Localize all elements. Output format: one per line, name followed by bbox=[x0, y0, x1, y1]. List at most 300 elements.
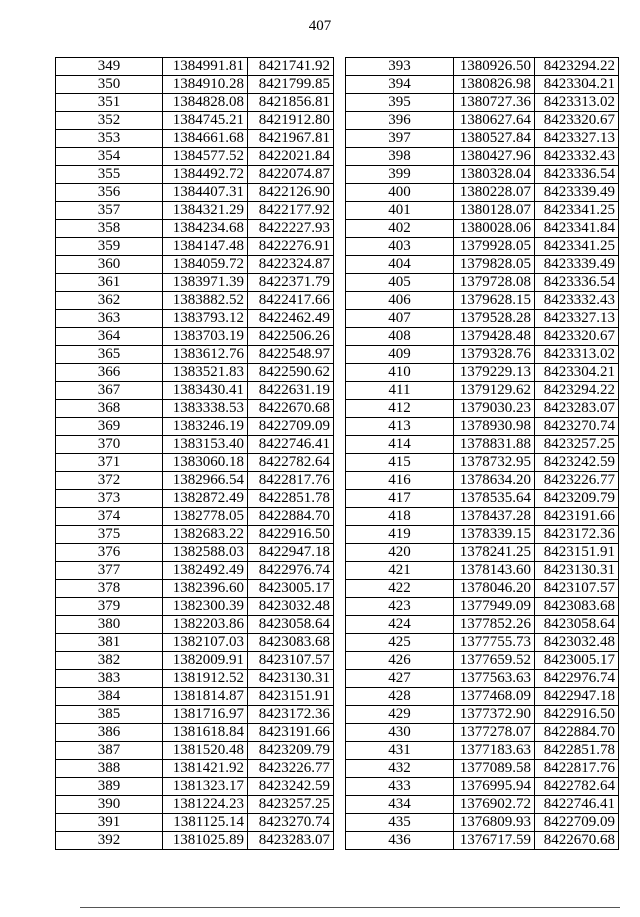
point-number-cell: 420 bbox=[346, 544, 454, 562]
point-number-cell: 411 bbox=[346, 382, 454, 400]
x-coordinate-cell: 1378046.20 bbox=[454, 580, 535, 598]
table-row bbox=[346, 760, 619, 778]
point-number-cell: 412 bbox=[346, 400, 454, 418]
y-coordinate-cell: 8422417.66 bbox=[248, 292, 334, 310]
table-row bbox=[56, 76, 334, 94]
point-number-cell: 392 bbox=[56, 832, 163, 850]
point-number-cell: 423 bbox=[346, 598, 454, 616]
point-number-cell: 356 bbox=[56, 184, 163, 202]
table-row bbox=[346, 76, 619, 94]
x-coordinate-cell: 1381716.97 bbox=[163, 706, 248, 724]
point-number-cell: 405 bbox=[346, 274, 454, 292]
table-row bbox=[346, 832, 619, 850]
table-row bbox=[56, 724, 334, 742]
point-number-cell: 433 bbox=[346, 778, 454, 796]
y-coordinate-cell: 8423083.68 bbox=[248, 634, 334, 652]
y-coordinate-cell: 8422947.18 bbox=[248, 544, 334, 562]
point-number-cell: 427 bbox=[346, 670, 454, 688]
y-coordinate-cell: 8422851.78 bbox=[535, 742, 619, 760]
point-number-cell: 351 bbox=[56, 94, 163, 112]
y-coordinate-cell: 8423332.43 bbox=[535, 292, 619, 310]
x-coordinate-cell: 1384745.21 bbox=[163, 112, 248, 130]
point-number-cell: 425 bbox=[346, 634, 454, 652]
x-coordinate-cell: 1377755.73 bbox=[454, 634, 535, 652]
table-row bbox=[56, 292, 334, 310]
table-row bbox=[346, 94, 619, 112]
x-coordinate-cell: 1376995.94 bbox=[454, 778, 535, 796]
x-coordinate-cell: 1380826.98 bbox=[454, 76, 535, 94]
x-coordinate-cell: 1383793.12 bbox=[163, 310, 248, 328]
x-coordinate-cell: 1383060.18 bbox=[163, 454, 248, 472]
x-coordinate-cell: 1380028.06 bbox=[454, 220, 535, 238]
y-coordinate-cell: 8422817.76 bbox=[248, 472, 334, 490]
y-coordinate-cell: 8421799.85 bbox=[248, 76, 334, 94]
x-coordinate-cell: 1381421.92 bbox=[163, 760, 248, 778]
y-coordinate-cell: 8422631.19 bbox=[248, 382, 334, 400]
x-coordinate-cell: 1380627.64 bbox=[454, 112, 535, 130]
table-row bbox=[346, 436, 619, 454]
table-row bbox=[346, 472, 619, 490]
y-coordinate-cell: 8423191.66 bbox=[535, 508, 619, 526]
point-number-cell: 365 bbox=[56, 346, 163, 364]
point-number-cell: 429 bbox=[346, 706, 454, 724]
point-number-cell: 398 bbox=[346, 148, 454, 166]
table-row bbox=[56, 328, 334, 346]
point-number-cell: 406 bbox=[346, 292, 454, 310]
x-coordinate-cell: 1378831.88 bbox=[454, 436, 535, 454]
x-coordinate-cell: 1380727.36 bbox=[454, 94, 535, 112]
table-row bbox=[56, 832, 334, 850]
y-coordinate-cell: 8423130.31 bbox=[248, 670, 334, 688]
point-number-cell: 435 bbox=[346, 814, 454, 832]
y-coordinate-cell: 8422670.68 bbox=[535, 832, 619, 850]
table-row bbox=[346, 490, 619, 508]
table-row bbox=[346, 328, 619, 346]
table-row bbox=[56, 742, 334, 760]
point-number-cell: 414 bbox=[346, 436, 454, 454]
bottom-rule bbox=[80, 907, 620, 908]
y-coordinate-cell: 8423341.25 bbox=[535, 202, 619, 220]
point-number-cell: 397 bbox=[346, 130, 454, 148]
point-number-cell: 400 bbox=[346, 184, 454, 202]
y-coordinate-cell: 8423327.13 bbox=[535, 310, 619, 328]
table-row bbox=[346, 742, 619, 760]
y-coordinate-cell: 8422976.74 bbox=[248, 562, 334, 580]
y-coordinate-cell: 8422548.97 bbox=[248, 346, 334, 364]
point-number-cell: 364 bbox=[56, 328, 163, 346]
y-coordinate-cell: 8422746.41 bbox=[535, 796, 619, 814]
x-coordinate-cell: 1379428.48 bbox=[454, 328, 535, 346]
y-coordinate-cell: 8422177.92 bbox=[248, 202, 334, 220]
y-coordinate-cell: 8423130.31 bbox=[535, 562, 619, 580]
table-row bbox=[56, 274, 334, 292]
y-coordinate-cell: 8423336.54 bbox=[535, 274, 619, 292]
table-row bbox=[346, 688, 619, 706]
table-row bbox=[346, 274, 619, 292]
table-row bbox=[346, 454, 619, 472]
x-coordinate-cell: 1383430.41 bbox=[163, 382, 248, 400]
point-number-cell: 373 bbox=[56, 490, 163, 508]
table-row bbox=[56, 58, 334, 76]
y-coordinate-cell: 8422884.70 bbox=[248, 508, 334, 526]
point-number-cell: 391 bbox=[56, 814, 163, 832]
point-number-cell: 361 bbox=[56, 274, 163, 292]
x-coordinate-cell: 1377949.09 bbox=[454, 598, 535, 616]
y-coordinate-cell: 8423032.48 bbox=[248, 598, 334, 616]
y-coordinate-cell: 8423339.49 bbox=[535, 184, 619, 202]
table-row bbox=[56, 580, 334, 598]
x-coordinate-cell: 1382300.39 bbox=[163, 598, 248, 616]
table-row bbox=[56, 202, 334, 220]
table-row bbox=[56, 418, 334, 436]
y-coordinate-cell: 8422976.74 bbox=[535, 670, 619, 688]
point-number-cell: 407 bbox=[346, 310, 454, 328]
point-number-cell: 376 bbox=[56, 544, 163, 562]
point-number-cell: 419 bbox=[346, 526, 454, 544]
x-coordinate-cell: 1382396.60 bbox=[163, 580, 248, 598]
point-number-cell: 394 bbox=[346, 76, 454, 94]
x-coordinate-cell: 1380328.04 bbox=[454, 166, 535, 184]
y-coordinate-cell: 8423320.67 bbox=[535, 112, 619, 130]
y-coordinate-cell: 8422782.64 bbox=[248, 454, 334, 472]
x-coordinate-cell: 1381618.84 bbox=[163, 724, 248, 742]
table-row bbox=[346, 526, 619, 544]
x-coordinate-cell: 1378241.25 bbox=[454, 544, 535, 562]
x-coordinate-cell: 1383703.19 bbox=[163, 328, 248, 346]
x-coordinate-cell: 1382107.03 bbox=[163, 634, 248, 652]
x-coordinate-cell: 1384147.48 bbox=[163, 238, 248, 256]
point-number-cell: 416 bbox=[346, 472, 454, 490]
y-coordinate-cell: 8423294.22 bbox=[535, 382, 619, 400]
x-coordinate-cell: 1384991.81 bbox=[163, 58, 248, 76]
table-row bbox=[56, 256, 334, 274]
x-coordinate-cell: 1381520.48 bbox=[163, 742, 248, 760]
x-coordinate-cell: 1384492.72 bbox=[163, 166, 248, 184]
table-row bbox=[346, 652, 619, 670]
y-coordinate-cell: 8423107.57 bbox=[535, 580, 619, 598]
point-number-cell: 366 bbox=[56, 364, 163, 382]
point-number-cell: 379 bbox=[56, 598, 163, 616]
table-row bbox=[346, 166, 619, 184]
table-row bbox=[56, 670, 334, 688]
table-row bbox=[56, 598, 334, 616]
x-coordinate-cell: 1382778.05 bbox=[163, 508, 248, 526]
y-coordinate-cell: 8422590.62 bbox=[248, 364, 334, 382]
table-row bbox=[56, 796, 334, 814]
table-row bbox=[56, 688, 334, 706]
x-coordinate-cell: 1378634.20 bbox=[454, 472, 535, 490]
point-number-cell: 393 bbox=[346, 58, 454, 76]
point-number-cell: 362 bbox=[56, 292, 163, 310]
table-row bbox=[346, 382, 619, 400]
y-coordinate-cell: 8422916.50 bbox=[535, 706, 619, 724]
x-coordinate-cell: 1384661.68 bbox=[163, 130, 248, 148]
x-coordinate-cell: 1378930.98 bbox=[454, 418, 535, 436]
x-coordinate-cell: 1382009.91 bbox=[163, 652, 248, 670]
table-row bbox=[56, 184, 334, 202]
table-row bbox=[56, 400, 334, 418]
x-coordinate-cell: 1377659.52 bbox=[454, 652, 535, 670]
y-coordinate-cell: 8423313.02 bbox=[535, 94, 619, 112]
point-number-cell: 382 bbox=[56, 652, 163, 670]
table-row bbox=[56, 760, 334, 778]
y-coordinate-cell: 8423191.66 bbox=[248, 724, 334, 742]
point-number-cell: 410 bbox=[346, 364, 454, 382]
point-number-cell: 424 bbox=[346, 616, 454, 634]
point-number-cell: 422 bbox=[346, 580, 454, 598]
y-coordinate-cell: 8422324.87 bbox=[248, 256, 334, 274]
y-coordinate-cell: 8423226.77 bbox=[535, 472, 619, 490]
y-coordinate-cell: 8423083.68 bbox=[535, 598, 619, 616]
x-coordinate-cell: 1377468.09 bbox=[454, 688, 535, 706]
table-row bbox=[56, 346, 334, 364]
table-row bbox=[346, 310, 619, 328]
y-coordinate-cell: 8422947.18 bbox=[535, 688, 619, 706]
y-coordinate-cell: 8422670.68 bbox=[248, 400, 334, 418]
point-number-cell: 374 bbox=[56, 508, 163, 526]
table-row bbox=[56, 238, 334, 256]
table-row bbox=[346, 364, 619, 382]
y-coordinate-cell: 8423341.25 bbox=[535, 238, 619, 256]
point-number-cell: 353 bbox=[56, 130, 163, 148]
y-coordinate-cell: 8423005.17 bbox=[535, 652, 619, 670]
y-coordinate-cell: 8423304.21 bbox=[535, 76, 619, 94]
point-number-cell: 434 bbox=[346, 796, 454, 814]
point-number-cell: 403 bbox=[346, 238, 454, 256]
table-row bbox=[346, 796, 619, 814]
y-coordinate-cell: 8423058.64 bbox=[535, 616, 619, 634]
x-coordinate-cell: 1379129.62 bbox=[454, 382, 535, 400]
table-row bbox=[56, 130, 334, 148]
y-coordinate-cell: 8423058.64 bbox=[248, 616, 334, 634]
table-row bbox=[346, 598, 619, 616]
x-coordinate-cell: 1379030.23 bbox=[454, 400, 535, 418]
y-coordinate-cell: 8422074.87 bbox=[248, 166, 334, 184]
point-number-cell: 408 bbox=[346, 328, 454, 346]
x-coordinate-cell: 1382588.03 bbox=[163, 544, 248, 562]
y-coordinate-cell: 8423283.07 bbox=[535, 400, 619, 418]
point-number-cell: 431 bbox=[346, 742, 454, 760]
y-coordinate-cell: 8421967.81 bbox=[248, 130, 334, 148]
x-coordinate-cell: 1382872.49 bbox=[163, 490, 248, 508]
x-coordinate-cell: 1383971.39 bbox=[163, 274, 248, 292]
x-coordinate-cell: 1384910.28 bbox=[163, 76, 248, 94]
y-coordinate-cell: 8421856.81 bbox=[248, 94, 334, 112]
point-number-cell: 381 bbox=[56, 634, 163, 652]
x-coordinate-cell: 1380427.96 bbox=[454, 148, 535, 166]
x-coordinate-cell: 1383612.76 bbox=[163, 346, 248, 364]
x-coordinate-cell: 1378437.28 bbox=[454, 508, 535, 526]
table-row bbox=[346, 616, 619, 634]
y-coordinate-cell: 8423209.79 bbox=[248, 742, 334, 760]
coordinate-table-left bbox=[55, 57, 334, 850]
point-number-cell: 349 bbox=[56, 58, 163, 76]
point-number-cell: 367 bbox=[56, 382, 163, 400]
x-coordinate-cell: 1384828.08 bbox=[163, 94, 248, 112]
x-coordinate-cell: 1381323.17 bbox=[163, 778, 248, 796]
y-coordinate-cell: 8423032.48 bbox=[535, 634, 619, 652]
y-coordinate-cell: 8423172.36 bbox=[248, 706, 334, 724]
point-number-cell: 415 bbox=[346, 454, 454, 472]
table-row bbox=[56, 454, 334, 472]
table-row bbox=[56, 220, 334, 238]
x-coordinate-cell: 1381814.87 bbox=[163, 688, 248, 706]
y-coordinate-cell: 8423270.74 bbox=[535, 418, 619, 436]
y-coordinate-cell: 8422884.70 bbox=[535, 724, 619, 742]
y-coordinate-cell: 8422462.49 bbox=[248, 310, 334, 328]
y-coordinate-cell: 8423209.79 bbox=[535, 490, 619, 508]
table-row bbox=[346, 238, 619, 256]
y-coordinate-cell: 8423327.13 bbox=[535, 130, 619, 148]
table-row bbox=[346, 562, 619, 580]
point-number-cell: 432 bbox=[346, 760, 454, 778]
x-coordinate-cell: 1378732.95 bbox=[454, 454, 535, 472]
x-coordinate-cell: 1377372.90 bbox=[454, 706, 535, 724]
table-row bbox=[346, 130, 619, 148]
x-coordinate-cell: 1381125.14 bbox=[163, 814, 248, 832]
y-coordinate-cell: 8423304.21 bbox=[535, 364, 619, 382]
table-row bbox=[346, 634, 619, 652]
point-number-cell: 402 bbox=[346, 220, 454, 238]
point-number-cell: 399 bbox=[346, 166, 454, 184]
point-number-cell: 359 bbox=[56, 238, 163, 256]
y-coordinate-cell: 8423270.74 bbox=[248, 814, 334, 832]
point-number-cell: 426 bbox=[346, 652, 454, 670]
point-number-cell: 395 bbox=[346, 94, 454, 112]
y-coordinate-cell: 8423313.02 bbox=[535, 346, 619, 364]
point-number-cell: 401 bbox=[346, 202, 454, 220]
y-coordinate-cell: 8423151.91 bbox=[535, 544, 619, 562]
x-coordinate-cell: 1378143.60 bbox=[454, 562, 535, 580]
table-row bbox=[346, 814, 619, 832]
x-coordinate-cell: 1383153.40 bbox=[163, 436, 248, 454]
y-coordinate-cell: 8422817.76 bbox=[535, 760, 619, 778]
x-coordinate-cell: 1382492.49 bbox=[163, 562, 248, 580]
table-row bbox=[346, 508, 619, 526]
y-coordinate-cell: 8423226.77 bbox=[248, 760, 334, 778]
point-number-cell: 390 bbox=[56, 796, 163, 814]
point-number-cell: 413 bbox=[346, 418, 454, 436]
x-coordinate-cell: 1380926.50 bbox=[454, 58, 535, 76]
point-number-cell: 417 bbox=[346, 490, 454, 508]
y-coordinate-cell: 8423341.84 bbox=[535, 220, 619, 238]
x-coordinate-cell: 1382966.54 bbox=[163, 472, 248, 490]
table-row bbox=[56, 544, 334, 562]
table-row bbox=[56, 526, 334, 544]
table-row bbox=[56, 616, 334, 634]
x-coordinate-cell: 1384059.72 bbox=[163, 256, 248, 274]
x-coordinate-cell: 1379328.76 bbox=[454, 346, 535, 364]
point-number-cell: 436 bbox=[346, 832, 454, 850]
y-coordinate-cell: 8422126.90 bbox=[248, 184, 334, 202]
y-coordinate-cell: 8423107.57 bbox=[248, 652, 334, 670]
y-coordinate-cell: 8422709.09 bbox=[535, 814, 619, 832]
table-row bbox=[56, 166, 334, 184]
x-coordinate-cell: 1376809.93 bbox=[454, 814, 535, 832]
table-row bbox=[56, 436, 334, 454]
y-coordinate-cell: 8422851.78 bbox=[248, 490, 334, 508]
point-number-cell: 430 bbox=[346, 724, 454, 742]
table-row bbox=[346, 256, 619, 274]
point-number-cell: 389 bbox=[56, 778, 163, 796]
x-coordinate-cell: 1377089.58 bbox=[454, 760, 535, 778]
table-row bbox=[56, 634, 334, 652]
table-row bbox=[346, 544, 619, 562]
point-number-cell: 385 bbox=[56, 706, 163, 724]
x-coordinate-cell: 1381025.89 bbox=[163, 832, 248, 850]
point-number-cell: 428 bbox=[346, 688, 454, 706]
point-number-cell: 409 bbox=[346, 346, 454, 364]
table-row bbox=[346, 706, 619, 724]
x-coordinate-cell: 1379628.15 bbox=[454, 292, 535, 310]
table-row bbox=[346, 346, 619, 364]
table-row bbox=[56, 778, 334, 796]
y-coordinate-cell: 8422916.50 bbox=[248, 526, 334, 544]
y-coordinate-cell: 8422021.84 bbox=[248, 148, 334, 166]
table-row bbox=[346, 184, 619, 202]
x-coordinate-cell: 1376902.72 bbox=[454, 796, 535, 814]
point-number-cell: 371 bbox=[56, 454, 163, 472]
x-coordinate-cell: 1383338.53 bbox=[163, 400, 248, 418]
table-row bbox=[56, 94, 334, 112]
y-coordinate-cell: 8423336.54 bbox=[535, 166, 619, 184]
point-number-cell: 369 bbox=[56, 418, 163, 436]
x-coordinate-cell: 1384234.68 bbox=[163, 220, 248, 238]
y-coordinate-cell: 8421741.92 bbox=[248, 58, 334, 76]
table-row bbox=[346, 292, 619, 310]
point-number-cell: 418 bbox=[346, 508, 454, 526]
point-number-cell: 357 bbox=[56, 202, 163, 220]
point-number-cell: 370 bbox=[56, 436, 163, 454]
y-coordinate-cell: 8421912.80 bbox=[248, 112, 334, 130]
x-coordinate-cell: 1379528.28 bbox=[454, 310, 535, 328]
y-coordinate-cell: 8422227.93 bbox=[248, 220, 334, 238]
table-row bbox=[346, 670, 619, 688]
x-coordinate-cell: 1379928.05 bbox=[454, 238, 535, 256]
x-coordinate-cell: 1381912.52 bbox=[163, 670, 248, 688]
y-coordinate-cell: 8423257.25 bbox=[535, 436, 619, 454]
y-coordinate-cell: 8423320.67 bbox=[535, 328, 619, 346]
table-row bbox=[56, 148, 334, 166]
y-coordinate-cell: 8422782.64 bbox=[535, 778, 619, 796]
table-row bbox=[346, 148, 619, 166]
x-coordinate-cell: 1378535.64 bbox=[454, 490, 535, 508]
point-number-cell: 404 bbox=[346, 256, 454, 274]
x-coordinate-cell: 1377183.63 bbox=[454, 742, 535, 760]
table-row bbox=[346, 400, 619, 418]
x-coordinate-cell: 1377563.63 bbox=[454, 670, 535, 688]
table-row bbox=[346, 112, 619, 130]
point-number-cell: 378 bbox=[56, 580, 163, 598]
table-row bbox=[56, 562, 334, 580]
point-number-cell: 358 bbox=[56, 220, 163, 238]
table-row bbox=[56, 382, 334, 400]
y-coordinate-cell: 8423294.22 bbox=[535, 58, 619, 76]
x-coordinate-cell: 1380527.84 bbox=[454, 130, 535, 148]
table-row bbox=[346, 778, 619, 796]
y-coordinate-cell: 8423151.91 bbox=[248, 688, 334, 706]
x-coordinate-cell: 1384407.31 bbox=[163, 184, 248, 202]
point-number-cell: 363 bbox=[56, 310, 163, 328]
x-coordinate-cell: 1383521.83 bbox=[163, 364, 248, 382]
x-coordinate-cell: 1379728.08 bbox=[454, 274, 535, 292]
x-coordinate-cell: 1382683.22 bbox=[163, 526, 248, 544]
y-coordinate-cell: 8423172.36 bbox=[535, 526, 619, 544]
table-row bbox=[346, 220, 619, 238]
y-coordinate-cell: 8422506.26 bbox=[248, 328, 334, 346]
point-number-cell: 388 bbox=[56, 760, 163, 778]
x-coordinate-cell: 1377278.07 bbox=[454, 724, 535, 742]
